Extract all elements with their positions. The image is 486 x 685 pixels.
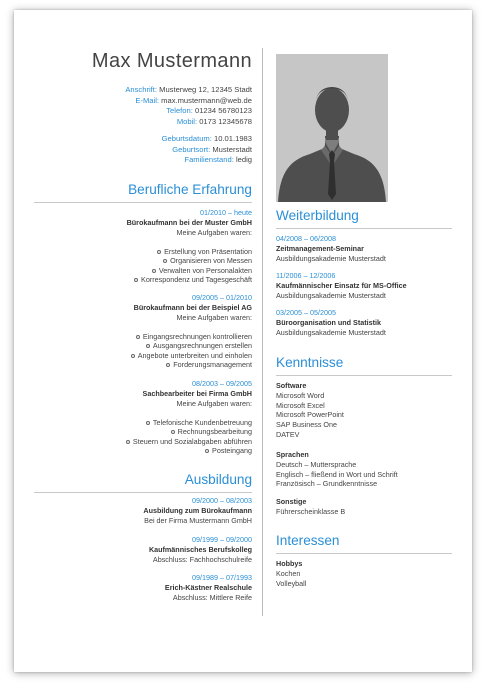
skills-group-languages — [262, 450, 398, 489]
entry-title: Kaufmännischer Einsatz für MS-Office — [276, 281, 407, 290]
entry-title: Bürokaufmann bei der Muster GmbH — [126, 218, 252, 227]
list-item: Microsoft PowerPoint — [276, 410, 344, 420]
training-entry — [262, 271, 407, 301]
entry-subtitle: Abschluss: Mittlere Reife — [172, 592, 252, 602]
interests-rule — [276, 553, 452, 554]
bullet-icon — [171, 430, 175, 434]
skills-group-other — [262, 497, 345, 517]
bullet-icon — [136, 335, 140, 339]
group-title: Sprachen — [276, 450, 309, 459]
bullet-icon — [166, 363, 170, 367]
group-title: Sonstige — [276, 497, 307, 506]
entry-title: Sachbearbeiter bei Firma GmbH — [142, 389, 252, 398]
bullet-icon — [152, 269, 156, 273]
bullet-icon — [157, 250, 161, 254]
list-item: Forderungsmanagement — [131, 360, 252, 370]
education-heading: Ausbildung — [184, 472, 252, 487]
experience-rule — [34, 202, 252, 203]
contact-phone: Telefon: 01234 56780123 — [166, 106, 252, 116]
entry-subtitle: Meine Aufgaben waren: — [176, 227, 252, 237]
entry-date: 09/2000 – 08/2003 — [192, 496, 252, 505]
bullet-icon — [131, 354, 135, 358]
experience-heading: Berufliche Erfahrung — [128, 182, 252, 197]
entry-title: Ausbildung zum Bürokaufmann — [143, 506, 252, 515]
list-item: Telefonische Kundenbetreuung — [126, 418, 252, 428]
entry-date: 04/2008 – 06/2008 — [276, 234, 336, 243]
education-entry — [149, 535, 252, 565]
list-item: Verwalten von Personalakten — [127, 266, 252, 276]
training-entry — [262, 234, 386, 264]
list-item: Führerscheinklasse B — [276, 506, 346, 516]
bullet-icon — [163, 259, 167, 263]
education-rule — [34, 492, 252, 493]
list-item: Eingangsrechnungen kontrollieren — [131, 332, 252, 342]
personal-birthplace: Geburtsort: Musterstadt — [172, 144, 252, 154]
experience-section — [34, 182, 252, 203]
list-item: Volleyball — [276, 578, 307, 588]
skills-heading: Kenntnisse — [276, 355, 344, 370]
training-rule — [276, 228, 452, 229]
list-item: Französisch – Grundkenntnisse — [276, 479, 378, 489]
bullet-icon — [205, 449, 209, 453]
bullet-icon — [134, 278, 138, 282]
entry-date: 08/2003 – 09/2005 — [192, 379, 252, 388]
list-item: Angebote unterbreiten und einholen — [131, 351, 252, 361]
contact-address: Anschrift: Musterweg 12, 12345 Stadt — [125, 85, 252, 94]
list-item: Erstellung von Präsentation — [127, 247, 252, 257]
training-section — [262, 208, 452, 229]
contact-email: E-Mail: max.mustermann@web.de — [135, 95, 252, 105]
education-entry — [165, 573, 252, 603]
list-item: Ausgangsrechnungen erstellen — [131, 341, 252, 351]
entry-date: 09/1989 – 07/1993 — [192, 573, 252, 582]
person-silhouette-icon — [276, 54, 388, 202]
entry-subtitle: Ausbildungsakademie Musterstadt — [276, 327, 386, 337]
skills-rule — [276, 375, 452, 376]
bullet-icon — [126, 440, 130, 444]
interests-section — [262, 533, 452, 554]
personal-marital-status: Familienstand: ledig — [184, 155, 252, 165]
entry-date: 11/2006 – 12/2006 — [276, 271, 336, 280]
entry-title: Bürokaufmann bei der Beispiel AG — [133, 303, 252, 312]
list-item: Microsoft Word — [276, 390, 325, 400]
bullet-icon — [146, 421, 150, 425]
entry-title: Erich-Kästner Realschule — [164, 583, 252, 592]
candidate-name: Max Mustermann — [91, 50, 252, 72]
list-item: Organisieren von Messen — [127, 256, 252, 266]
interests-heading: Interessen — [276, 533, 340, 548]
entry-subtitle: Abschluss: Fachhochschulreife — [152, 554, 252, 564]
list-item: Korrespondenz und Tagesgeschäft — [127, 275, 252, 285]
entry-subtitle: Ausbildungsakademie Musterstadt — [276, 253, 386, 263]
training-heading: Weiterbildung — [276, 208, 359, 223]
entry-title: Zeitmanagement-Seminar — [276, 244, 364, 253]
personal-birthdate: Geburtsdatum: 10.01.1983 — [161, 134, 252, 143]
list-item: Deutsch – Muttersprache — [276, 459, 357, 469]
entry-subtitle: Meine Aufgaben waren: — [176, 312, 252, 322]
group-title: Software — [276, 381, 307, 390]
education-section — [34, 472, 252, 493]
entry-date: 03/2005 – 05/2005 — [276, 308, 336, 317]
list-item: Rechnungsbearbeitung — [126, 427, 252, 437]
contact-block — [125, 85, 252, 127]
list-item: Kochen — [276, 568, 301, 578]
entry-date: 09/2005 – 01/2010 — [192, 293, 252, 302]
entry-subtitle: Ausbildungsakademie Musterstadt — [276, 290, 386, 300]
entry-date: 09/1999 – 09/2000 — [192, 535, 252, 544]
list-item: Microsoft Excel — [276, 400, 325, 410]
bullet-icon — [146, 344, 150, 348]
resume-page — [14, 10, 472, 672]
group-title: Hobbys — [276, 559, 303, 568]
list-item: DATEV — [276, 429, 300, 439]
experience-entry — [131, 293, 252, 370]
experience-entry — [127, 208, 252, 285]
contact-mobile: Mobil: 0173 12345678 — [176, 116, 252, 126]
list-item: SAP Business One — [276, 420, 337, 430]
list-item: Steuern und Sozialabgaben abführen — [126, 437, 252, 447]
entry-subtitle: Meine Aufgaben waren: — [176, 398, 252, 408]
skills-group-software — [262, 381, 344, 440]
entry-subtitle: Bei der Firma Mustermann GmbH — [144, 515, 252, 525]
entry-title: Kaufmännisches Berufskolleg — [148, 545, 252, 554]
entry-date: 01/2010 – heute — [200, 208, 252, 217]
experience-entry — [126, 379, 252, 456]
personal-block — [162, 134, 252, 166]
list-item: Posteingang — [126, 446, 252, 456]
education-entry — [143, 496, 252, 526]
training-entry — [262, 308, 386, 338]
list-item: Englisch – fließend in Wort und Schrift — [276, 469, 398, 479]
skills-section — [262, 355, 452, 376]
interests-group-hobbies — [262, 559, 306, 588]
profile-photo — [276, 54, 388, 202]
entry-title: Büroorganisation und Statistik — [276, 318, 382, 327]
